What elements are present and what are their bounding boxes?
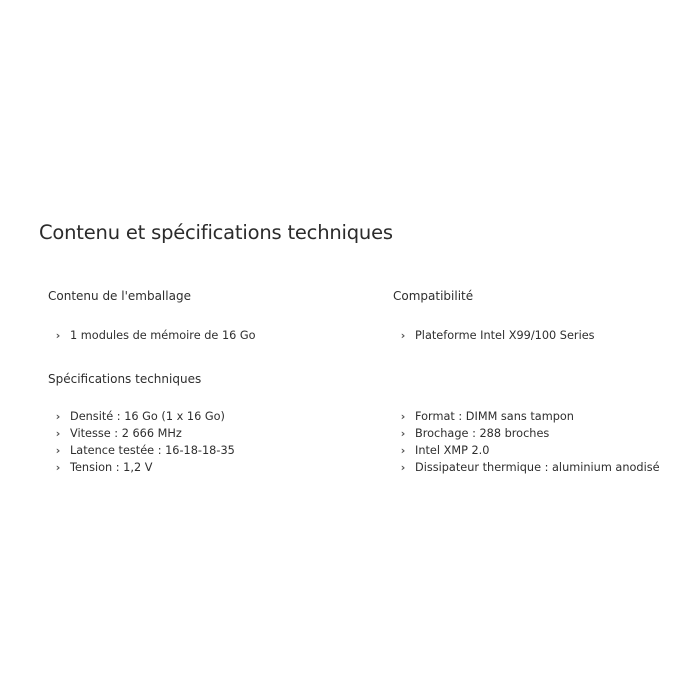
chevron-right-icon: › (400, 329, 406, 342)
list-item-text: 1 modules de mémoire de 16 Go (70, 329, 256, 342)
list-item (46, 425, 235, 442)
list-item (46, 408, 235, 425)
chevron-right-icon: › (55, 410, 61, 423)
list-item-text: Vitesse : 2 666 MHz (70, 427, 182, 440)
technical-specs-heading: Spécifications techniques (48, 372, 202, 386)
compatibility-heading: Compatibilité (393, 289, 474, 303)
chevron-right-icon: › (400, 427, 406, 440)
chevron-right-icon: › (55, 329, 61, 342)
list-item (46, 442, 235, 459)
compatibility-list (391, 327, 595, 344)
list-item (46, 327, 256, 344)
page-title: Contenu et spécifications techniques (39, 221, 393, 244)
list-item-text: Tension : 1,2 V (70, 461, 153, 474)
list-item (391, 327, 595, 344)
list-item (46, 459, 235, 476)
list-item (391, 425, 660, 442)
package-contents-list (46, 327, 256, 344)
list-item-text: Plateforme Intel X99/100 Series (415, 329, 595, 342)
package-contents-heading: Contenu de l'emballage (48, 289, 191, 303)
list-item-text: Intel XMP 2.0 (415, 444, 490, 457)
chevron-right-icon: › (55, 461, 61, 474)
chevron-right-icon: › (400, 410, 406, 423)
list-item (391, 459, 660, 476)
list-item-text: Dissipateur thermique : aluminium anodisé (415, 461, 660, 474)
technical-specs-list-left (46, 408, 235, 476)
chevron-right-icon: › (400, 444, 406, 457)
chevron-right-icon: › (400, 461, 406, 474)
list-item-text: Format : DIMM sans tampon (415, 410, 574, 423)
list-item (391, 442, 660, 459)
list-item-text: Brochage : 288 broches (415, 427, 550, 440)
list-item-text: Densité : 16 Go (1 x 16 Go) (70, 410, 225, 423)
chevron-right-icon: › (55, 444, 61, 457)
list-item (391, 408, 660, 425)
list-item-text: Latence testée : 16-18-18-35 (70, 444, 235, 457)
chevron-right-icon: › (55, 427, 61, 440)
technical-specs-list-right (391, 408, 660, 476)
